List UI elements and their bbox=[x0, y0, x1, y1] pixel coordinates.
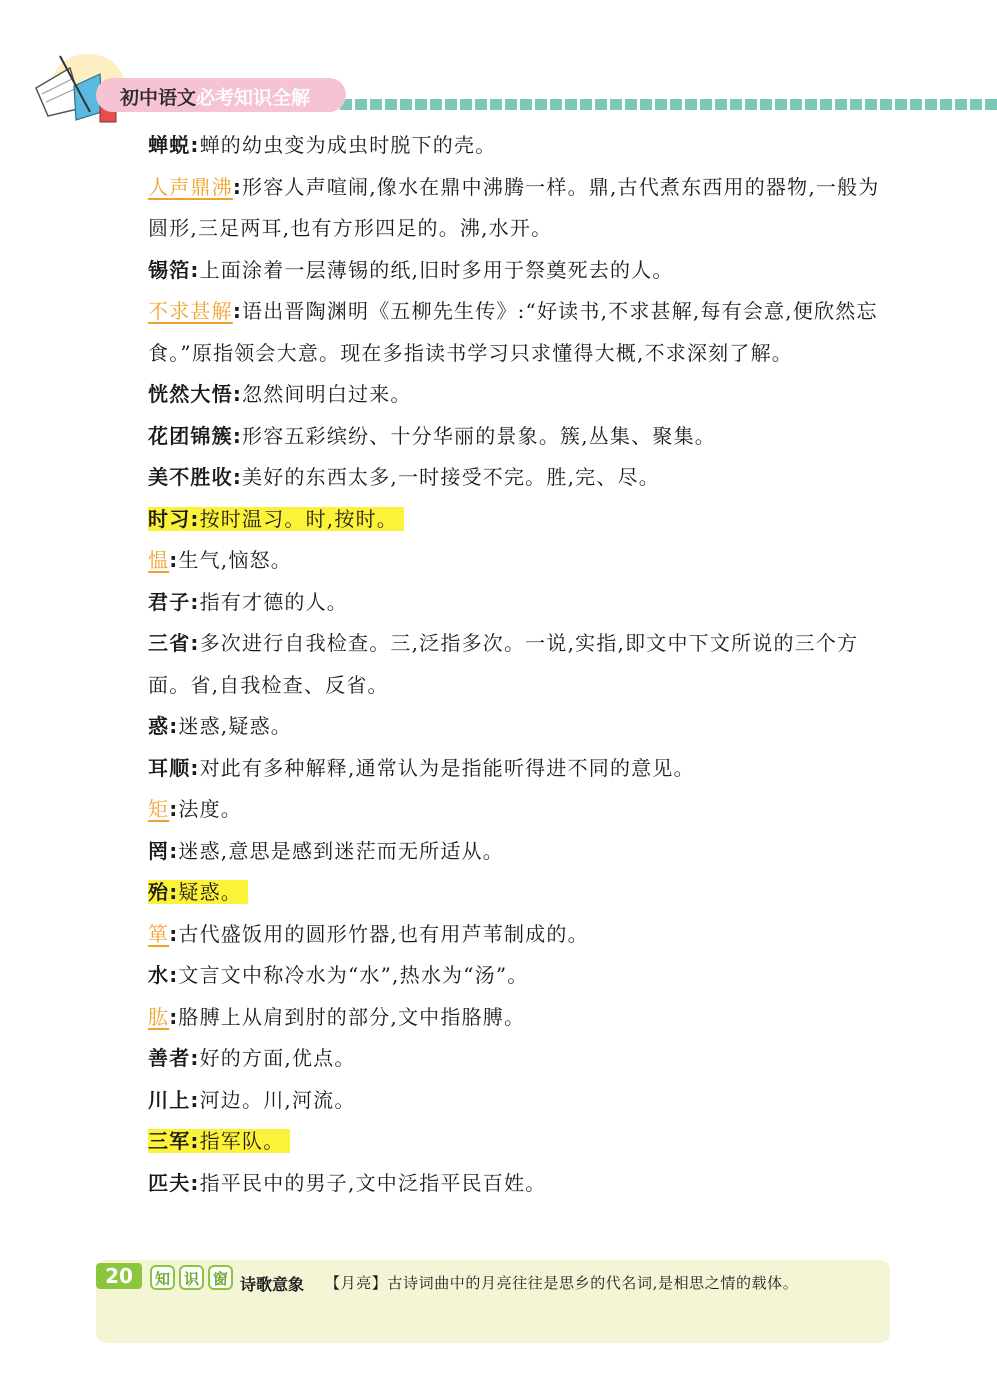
glossary-definition: 古代盛饭用的圆形竹器,也有用芦苇制成的。 bbox=[178, 921, 589, 946]
glossary-separator: : bbox=[169, 921, 179, 946]
glossary-separator: : bbox=[169, 963, 179, 987]
glossary-definition: 指有才德的人。 bbox=[199, 589, 349, 614]
glossary-entry bbox=[148, 789, 893, 831]
glossary-separator: : bbox=[190, 506, 200, 531]
glossary-term: 花团锦簇 bbox=[148, 423, 233, 448]
glossary-entry bbox=[148, 291, 893, 374]
glossary-term: 川上 bbox=[148, 1087, 191, 1112]
glossary-definition: 形容人声喧闹,像水在鼎中沸腾一样。鼎,古代煮东西用的器物,一般为圆形,三足两耳,也有方形四足的。沸,水开。 bbox=[148, 174, 880, 240]
glossary-definition: 指军队。 bbox=[199, 1129, 285, 1153]
glossary-separator: : bbox=[190, 1087, 200, 1112]
glossary-separator: : bbox=[169, 714, 179, 738]
glossary-term: 罔 bbox=[148, 838, 170, 863]
glossary-term: 愠 bbox=[148, 548, 170, 572]
glossary-term: 恍然大悟 bbox=[148, 382, 233, 406]
glossary-term: 人声鼎沸 bbox=[148, 174, 233, 199]
glossary-definition: 胳膊上从肩到肘的部分,文中指胳膊。 bbox=[178, 1004, 526, 1029]
glossary-definition: 生气,恼怒。 bbox=[178, 548, 292, 572]
glossary-entry bbox=[148, 997, 893, 1039]
book-title-main: 初中语文 bbox=[120, 87, 197, 109]
glossary-term: 水 bbox=[148, 963, 170, 987]
glossary-definition: 语出晋陶渊明《五柳先生传》:“好读书,不求甚解,每有会意,便欣然忘食。”原指领会大意。现在多指读书学习只求懂得大概,不求深刻了解。 bbox=[148, 299, 878, 365]
glossary-entry bbox=[148, 706, 893, 748]
glossary-separator: : bbox=[190, 589, 200, 614]
knowledge-window-chip: 窗 bbox=[208, 1265, 233, 1290]
glossary-term: 矩 bbox=[148, 797, 170, 821]
glossary-separator: : bbox=[232, 299, 243, 323]
glossary-separator: : bbox=[190, 631, 200, 655]
glossary-definition: 文言文中称冷水为“水”,热水为“汤”。 bbox=[178, 963, 529, 987]
header-stripe-bar bbox=[340, 99, 997, 110]
glossary-entry bbox=[148, 250, 893, 292]
glossary-definition: 迷惑,疑惑。 bbox=[178, 714, 292, 738]
glossary-entry bbox=[148, 167, 893, 250]
glossary-separator: : bbox=[190, 257, 200, 282]
glossary-list bbox=[148, 125, 893, 1204]
highlight-marker bbox=[148, 880, 248, 904]
glossary-term: 三军 bbox=[148, 1129, 191, 1153]
glossary-entry bbox=[148, 1080, 893, 1122]
glossary-entry bbox=[148, 1121, 893, 1163]
glossary-separator: : bbox=[190, 1046, 200, 1070]
glossary-term: 殆 bbox=[148, 880, 170, 904]
glossary-entry bbox=[148, 499, 893, 541]
glossary-separator: : bbox=[232, 423, 243, 448]
glossary-term: 锡箔 bbox=[148, 257, 191, 282]
glossary-definition: 对此有多种解释,通常认为是指能听得进不同的意见。 bbox=[199, 755, 695, 780]
glossary-entry bbox=[148, 540, 893, 582]
glossary-definition: 形容五彩缤纷、十分华丽的景象。簇,丛集、聚集。 bbox=[242, 423, 716, 448]
glossary-separator: : bbox=[232, 465, 243, 489]
glossary-definition: 上面涂着一层薄锡的纸,旧时多用于祭奠死去的人。 bbox=[199, 257, 674, 282]
glossary-entry bbox=[148, 872, 893, 914]
glossary-separator: : bbox=[190, 1129, 200, 1153]
glossary-entry bbox=[148, 914, 893, 956]
glossary-entry bbox=[148, 582, 893, 624]
highlight-marker bbox=[148, 507, 404, 531]
glossary-term: 惑 bbox=[148, 714, 170, 738]
glossary-entry bbox=[148, 457, 893, 499]
glossary-separator: : bbox=[190, 755, 200, 780]
glossary-separator: : bbox=[190, 1170, 200, 1195]
glossary-definition: 美好的东西太多,一时接受不完。胜,完、尽。 bbox=[242, 465, 660, 489]
glossary-term: 箪 bbox=[148, 921, 170, 946]
knowledge-window-chip: 识 bbox=[179, 1265, 204, 1290]
glossary-entry bbox=[148, 831, 893, 873]
glossary-term: 匹夫 bbox=[148, 1170, 191, 1195]
glossary-term: 三省 bbox=[148, 631, 191, 655]
glossary-separator: : bbox=[169, 1004, 179, 1029]
glossary-definition: 好的方面,优点。 bbox=[199, 1046, 356, 1070]
glossary-separator: : bbox=[169, 880, 179, 904]
glossary-term: 时习 bbox=[148, 506, 191, 531]
glossary-definition: 迷惑,意思是感到迷茫而无所适从。 bbox=[178, 838, 504, 863]
glossary-entry bbox=[148, 1038, 893, 1080]
glossary-definition: 忽然间明白过来。 bbox=[242, 382, 412, 406]
glossary-separator: : bbox=[190, 133, 200, 157]
glossary-separator: : bbox=[232, 174, 243, 199]
highlight-marker bbox=[148, 1129, 290, 1153]
glossary-separator: : bbox=[232, 382, 243, 406]
book-title-sub: 必考知识全解 bbox=[196, 87, 311, 109]
glossary-entry bbox=[148, 748, 893, 790]
glossary-entry bbox=[148, 416, 893, 458]
glossary-term: 不求甚解 bbox=[148, 299, 233, 323]
glossary-definition: 法度。 bbox=[178, 797, 243, 821]
glossary-term: 耳顺 bbox=[148, 755, 191, 780]
glossary-term: 善者 bbox=[148, 1046, 191, 1070]
glossary-entry bbox=[148, 374, 893, 416]
glossary-definition: 蝉的幼虫变为成虫时脱下的壳。 bbox=[199, 133, 497, 157]
page-header bbox=[0, 0, 997, 140]
glossary-definition: 指平民中的男子,文中泛指平民百姓。 bbox=[199, 1170, 547, 1195]
page-number: 20 bbox=[96, 1263, 142, 1289]
glossary-term: 美不胜收 bbox=[148, 465, 233, 489]
glossary-definition: 按时温习。时,按时。 bbox=[199, 506, 398, 531]
knowledge-window-chip: 知 bbox=[150, 1265, 175, 1290]
glossary-entry bbox=[148, 1163, 893, 1205]
glossary-entry bbox=[148, 955, 893, 997]
glossary-definition: 疑惑。 bbox=[178, 880, 243, 904]
glossary-definition: 河边。川,河流。 bbox=[199, 1087, 356, 1112]
glossary-entry bbox=[148, 125, 893, 167]
footer-section-label: 诗歌意象 bbox=[240, 1275, 305, 1294]
glossary-term: 君子 bbox=[148, 589, 191, 614]
glossary-separator: : bbox=[169, 548, 179, 572]
glossary-separator: : bbox=[169, 797, 179, 821]
footer-note-text: 【月亮】古诗词曲中的月亮往往是思乡的代名词,是相思之情的载体。 bbox=[325, 1274, 799, 1292]
glossary-term: 肱 bbox=[148, 1004, 170, 1029]
book-title bbox=[120, 83, 310, 110]
glossary-separator: : bbox=[169, 838, 179, 863]
glossary-definition: 多次进行自我检查。三,泛指多次。一说,实指,即文中下文所说的三个方面。省,自我检查、反省。 bbox=[148, 631, 859, 697]
glossary-entry bbox=[148, 623, 893, 706]
glossary-term: 蝉蜕 bbox=[148, 133, 191, 157]
